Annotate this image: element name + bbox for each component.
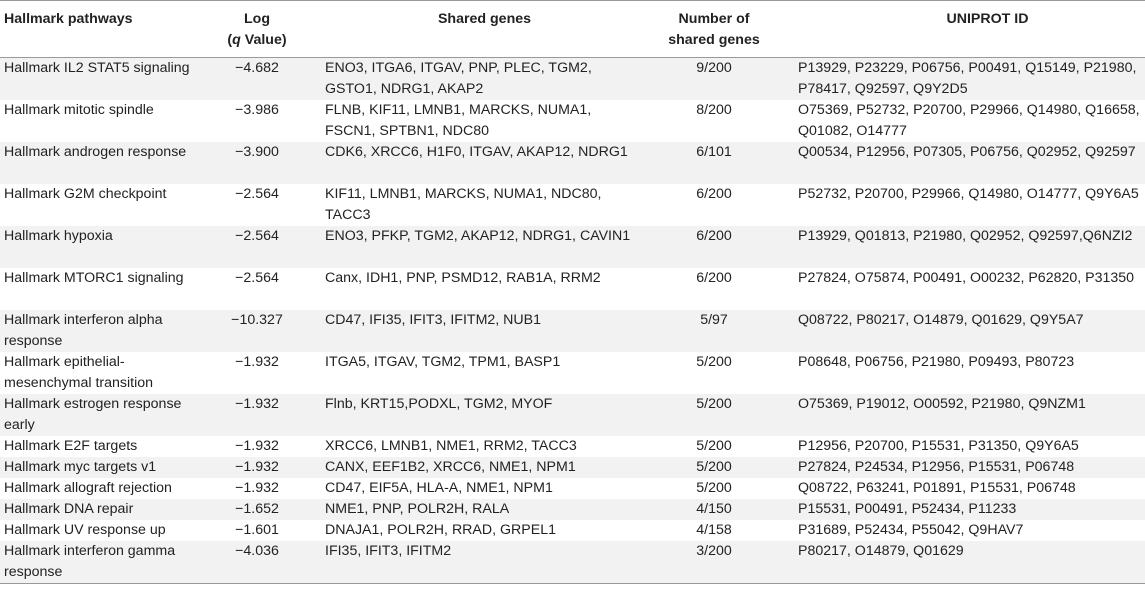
table-row (0, 520, 1145, 541)
header-pathway: Hallmark pathways (4, 11, 133, 27)
shared-genes-cell: CD47, EIF5A, HLA-A, NME1, NPM1 (325, 480, 553, 496)
pathway-cell: Hallmark allograft rejection (4, 480, 172, 496)
log-q-value-cell: −1.932 (235, 354, 279, 370)
log-q-value-cell: −1.601 (235, 522, 279, 538)
uniprot-id-cell: Q08722, P80217, O14879, Q01629, Q9Y5A7 (798, 312, 1084, 328)
shared-genes-cell: ENO3, ITGA6, ITGAV, PNP, PLEC, TGM2, GSTO1, NDRG1, AKAP2 (325, 60, 592, 97)
shared-genes-cell: Flnb, KRT15,PODXL, TGM2, MYOF (325, 396, 553, 412)
shared-genes-cell: Canx, IDH1, PNP, PSMD12, RAB1A, RRM2 (325, 270, 601, 286)
pathway-cell: Hallmark interferon gamma response (4, 543, 176, 580)
number-shared-genes-cell: 6/200 (696, 228, 732, 244)
table-row (0, 436, 1145, 457)
table-row (0, 541, 1145, 584)
number-shared-genes-cell: 5/200 (696, 480, 732, 496)
uniprot-id-cell: P12956, P20700, P15531, P31350, Q9Y6A5 (798, 438, 1079, 454)
log-q-value-cell: −1.932 (235, 438, 279, 454)
shared-genes-cell: XRCC6, LMNB1, NME1, RRM2, TACC3 (325, 438, 577, 454)
uniprot-id-cell: P13929, Q01813, P21980, Q02952, Q92597,Q6NZI2 (798, 228, 1133, 244)
pathway-cell: Hallmark MTORC1 signaling (4, 270, 184, 286)
shared-genes-cell: NME1, PNP, POLR2H, RALA (325, 501, 510, 517)
uniprot-id-cell: P27824, P24534, P12956, P15531, P06748 (798, 459, 1075, 475)
header-log-q-value (203, 1, 311, 58)
number-shared-genes-cell: 5/200 (696, 459, 732, 475)
header-log-line1: Log (244, 11, 270, 27)
shared-genes-cell: IFI35, IFIT3, IFITM2 (325, 543, 452, 559)
log-q-value-cell: −10.327 (231, 312, 283, 328)
log-q-value-cell: −4.036 (235, 543, 279, 559)
header-log-rest: Value) (240, 32, 287, 48)
log-q-value-cell: −3.900 (235, 144, 279, 160)
uniprot-id-cell: P08648, P06756, P21980, P09493, P80723 (798, 354, 1075, 370)
pathway-cell: Hallmark G2M checkpoint (4, 186, 167, 202)
table-row (0, 310, 1145, 352)
number-shared-genes-cell: 5/200 (696, 354, 732, 370)
log-q-value-cell: −4.682 (235, 60, 279, 76)
header-shared-genes: Shared genes (437, 11, 532, 27)
uniprot-id-cell: Q00534, P12956, P07305, P06756, Q02952, Q92597 (798, 144, 1136, 160)
shared-genes-cell: FLNB, KIF11, LMNB1, MARCKS, NUMA1, FSCN1, SPTBN1, NDC80 (325, 102, 592, 139)
uniprot-id-cell: P31689, P52434, P55042, Q9HAV7 (798, 522, 1024, 538)
pathway-cell: Hallmark interferon alpha response (4, 312, 163, 349)
uniprot-id-cell: P80217, O14879, Q01629 (798, 543, 964, 559)
shared-genes-cell: CANX, EEF1B2, XRCC6, NME1, NPM1 (325, 459, 576, 475)
uniprot-id-cell: O75369, P19012, O00592, P21980, Q9NZM1 (798, 396, 1086, 412)
pathway-cell: Hallmark hypoxia (4, 228, 113, 244)
number-shared-genes-cell: 8/200 (696, 102, 732, 118)
number-shared-genes-cell: 5/200 (696, 396, 732, 412)
log-q-value-cell: −1.932 (235, 459, 279, 475)
table-row (0, 499, 1145, 520)
header-uniprot-id: UNIPROT ID (946, 11, 1029, 27)
shared-genes-cell: CDK6, XRCC6, H1F0, ITGAV, AKAP12, NDRG1 (325, 144, 628, 160)
pathway-cell: Hallmark androgen response (4, 144, 187, 160)
pathway-cell: Hallmark UV response up (4, 522, 166, 538)
pathway-cell: Hallmark mitotic spindle (4, 102, 154, 118)
number-shared-genes-cell: 5/97 (700, 312, 728, 328)
table-row (0, 457, 1145, 478)
table-body (0, 58, 1145, 584)
number-shared-genes-cell: 9/200 (696, 60, 732, 76)
uniprot-id-cell: P13929, P23229, P06756, P00491, Q15149, P21980, P78417, Q92597, Q9Y2D5 (798, 60, 1137, 97)
pathway-cell: Hallmark DNA repair (4, 501, 134, 517)
number-shared-genes-cell: 6/101 (696, 144, 732, 160)
table-row (0, 226, 1145, 268)
pathway-cell: Hallmark IL2 STAT5 signaling (4, 60, 190, 76)
number-shared-genes-cell: 6/200 (696, 270, 732, 286)
shared-genes-cell: ITGA5, ITGAV, TGM2, TPM1, BASP1 (325, 354, 561, 370)
header-log-q: q (232, 32, 241, 48)
number-shared-genes-cell: 6/200 (696, 186, 732, 202)
table-row (0, 394, 1145, 436)
pathway-cell: Hallmark myc targets v1 (4, 459, 157, 475)
log-q-value-cell: −1.932 (235, 396, 279, 412)
table-row (0, 100, 1145, 142)
number-shared-genes-cell: 3/200 (696, 543, 732, 559)
shared-genes-cell: KIF11, LMNB1, MARCKS, NUMA1, NDC80, TACC3 (325, 186, 602, 223)
number-shared-genes-cell: 4/158 (696, 522, 732, 538)
header-num-line1: Number of (678, 11, 750, 27)
uniprot-id-cell: P27824, O75874, P00491, O00232, P62820, P31350 (798, 270, 1135, 286)
uniprot-id-cell: O75369, P52732, P20700, P29966, Q14980, Q16658, Q01082, O14777 (798, 102, 1140, 139)
shared-genes-cell: DNAJA1, POLR2H, RRAD, GRPEL1 (325, 522, 557, 538)
table-row (0, 478, 1145, 499)
header-num-line2: shared genes (668, 32, 760, 48)
uniprot-id-cell: P15531, P00491, P52434, P11233 (798, 501, 1017, 517)
table-header-row (0, 1, 1145, 58)
table-row (0, 58, 1145, 101)
log-q-value-cell: −2.564 (235, 186, 279, 202)
pathway-cell: Hallmark epithelial-mesenchymal transition (4, 354, 154, 391)
table-row (0, 352, 1145, 394)
uniprot-id-cell: P52732, P20700, P29966, Q14980, O14777, Q9Y6A5 (798, 186, 1139, 202)
pathway-cell: Hallmark estrogen response early (4, 396, 182, 433)
shared-genes-cell: CD47, IFI35, IFIT3, IFITM2, NUB1 (325, 312, 542, 328)
header-number-shared-genes (648, 1, 780, 58)
log-q-value-cell: −2.564 (235, 228, 279, 244)
header-log-open: ( (227, 32, 233, 48)
log-q-value-cell: −1.932 (235, 480, 279, 496)
log-q-value-cell: −3.986 (235, 102, 279, 118)
table-row (0, 142, 1145, 184)
uniprot-id-cell: Q08722, P63241, P01891, P15531, P06748 (798, 480, 1076, 496)
log-q-value-cell: −1.652 (235, 501, 279, 517)
number-shared-genes-cell: 5/200 (696, 438, 732, 454)
number-shared-genes-cell: 4/150 (696, 501, 732, 517)
table-row (0, 184, 1145, 226)
shared-genes-cell: ENO3, PFKP, TGM2, AKAP12, NDRG1, CAVIN1 (325, 228, 631, 244)
log-q-value-cell: −2.564 (235, 270, 279, 286)
table-row (0, 268, 1145, 310)
pathway-cell: Hallmark E2F targets (4, 438, 138, 454)
